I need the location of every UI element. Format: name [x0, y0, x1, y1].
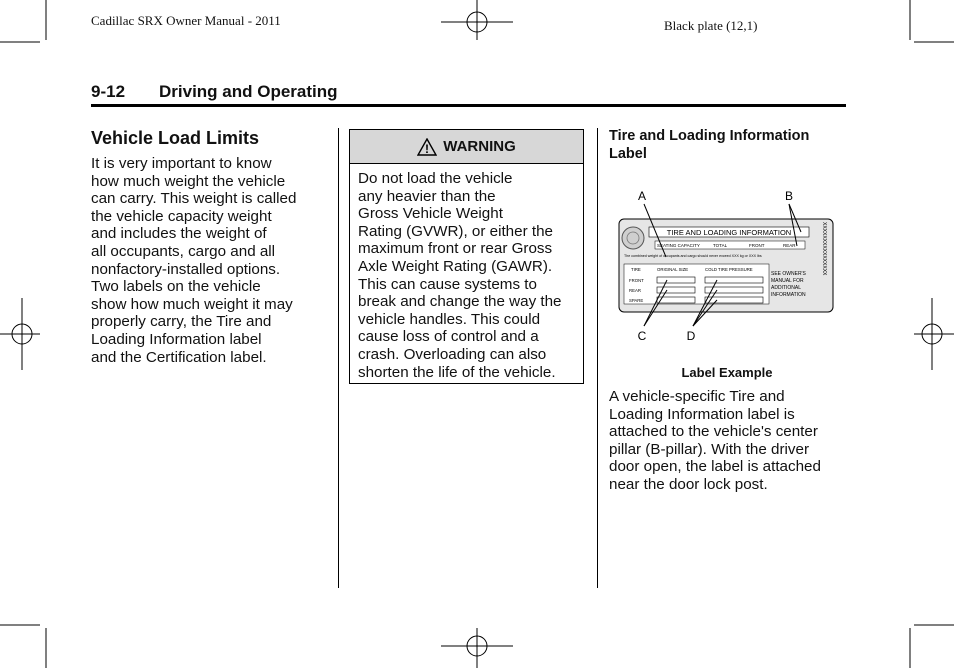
text-line: vehicle handles. This could	[358, 310, 541, 328]
callout-c: C	[637, 329, 647, 343]
subheading-tire-loading-label: Tire and Loading Information Label	[609, 128, 810, 162]
tire-header: TIRE	[631, 267, 641, 272]
text-line: and includes the weight of	[91, 225, 267, 243]
text-line: can carry. This weight is called	[91, 190, 297, 208]
text-line: door open, the label is attached	[609, 458, 821, 476]
tire-header: COLD TIRE PRESSURE	[705, 267, 753, 272]
side-note-line: MANUAL FOR	[771, 278, 804, 284]
warning-text	[350, 164, 583, 381]
text-line: Gross Vehicle Weight	[358, 205, 503, 223]
text-line: A vehicle-specific Tire and	[609, 388, 785, 405]
warning-title: WARNING	[443, 138, 516, 155]
capacity-header: REAR	[783, 243, 796, 248]
seal-icon	[622, 227, 644, 249]
text-line: and the Certification label.	[91, 348, 267, 366]
print-header-right: Black plate (12,1)	[664, 18, 758, 33]
registration-mark-left	[0, 298, 40, 370]
side-note-line: ADDITIONAL	[771, 285, 802, 291]
capacity-header: FRONT	[749, 243, 765, 248]
registration-mark-right	[914, 298, 954, 370]
tire-header: ORIGINAL SIZE	[657, 267, 689, 272]
column-divider-right	[597, 128, 598, 588]
text-line: Rating (GVWR), or either the	[358, 222, 553, 240]
heading-vehicle-load-limits: Vehicle Load Limits	[91, 128, 260, 148]
callout-d: D	[686, 329, 696, 343]
text-line: how much weight the vehicle	[91, 172, 286, 190]
callout-a: A	[637, 189, 647, 203]
weight-note: The combined weight of occupants and cargo should never exceed XXX kg or XXX lbs	[624, 254, 762, 258]
side-note-line: SEE OWNER'S	[771, 271, 806, 277]
figure-caption: Label Example	[681, 365, 773, 380]
capacity-header: TOTAL	[713, 243, 728, 248]
text-line: maximum front or rear Gross	[358, 240, 553, 258]
text-line: It is very important to know	[91, 155, 272, 172]
text-line: crash. Overloading can also	[358, 345, 547, 363]
text-line: Loading Information label is	[609, 405, 795, 423]
page-number: 9-12	[91, 82, 126, 101]
edge-marks: XXXXXXXXXXXXXXXX	[821, 222, 827, 276]
text-line: the vehicle capacity weight	[91, 207, 272, 225]
tire-row-label: REAR	[629, 288, 641, 293]
callout-b: B	[784, 189, 794, 203]
text-line: Do not load the vehicle	[358, 170, 513, 187]
paragraph-load-limits	[91, 155, 326, 366]
text-line: This can cause systems to	[358, 275, 537, 293]
text-line: all occupants, cargo and all	[91, 242, 276, 260]
text-line: Two labels on the vehicle	[91, 278, 261, 296]
tire-loading-label-figure	[609, 180, 845, 350]
tire-row-label: FRONT	[629, 278, 644, 283]
paragraph-label-location	[609, 388, 845, 494]
text-line: pillar (B-pillar). With the driver	[609, 440, 810, 458]
text-line: shorten the life of the vehicle.	[358, 363, 556, 381]
tire-row-label: SPARE	[629, 298, 644, 303]
text-line: Axle Weight Rating (GAWR).	[358, 257, 553, 275]
label-title: TIRE AND LOADING INFORMATION	[666, 228, 792, 237]
svg-text:!: !	[425, 141, 430, 156]
warning-triangle-icon	[417, 138, 437, 156]
text-line: Loading Information label	[91, 330, 262, 348]
section-title: Driving and Operating	[159, 82, 338, 101]
text-line: near the door lock post.	[609, 475, 768, 493]
registration-mark-top	[441, 0, 513, 40]
warning-box	[349, 129, 584, 384]
capacity-header: SEATING CAPACITY	[657, 243, 700, 248]
section-header	[91, 82, 846, 107]
print-header-left: Cadillac SRX Owner Manual - 2011	[91, 13, 281, 28]
text-line: show how much weight it may	[91, 295, 293, 313]
warning-header	[350, 130, 583, 164]
text-line: break and change the way the	[358, 293, 562, 311]
column-divider-left	[338, 128, 339, 588]
text-line: properly carry, the Tire and	[91, 313, 272, 331]
side-note-line: INFORMATION	[771, 292, 806, 298]
text-line: nonfactory-installed options.	[91, 260, 281, 278]
text-line: cause loss of control and a	[358, 328, 539, 346]
registration-mark-bottom	[441, 628, 513, 668]
text-line: any heavier than the	[358, 187, 496, 205]
text-line: attached to the vehicle's center	[609, 423, 818, 441]
